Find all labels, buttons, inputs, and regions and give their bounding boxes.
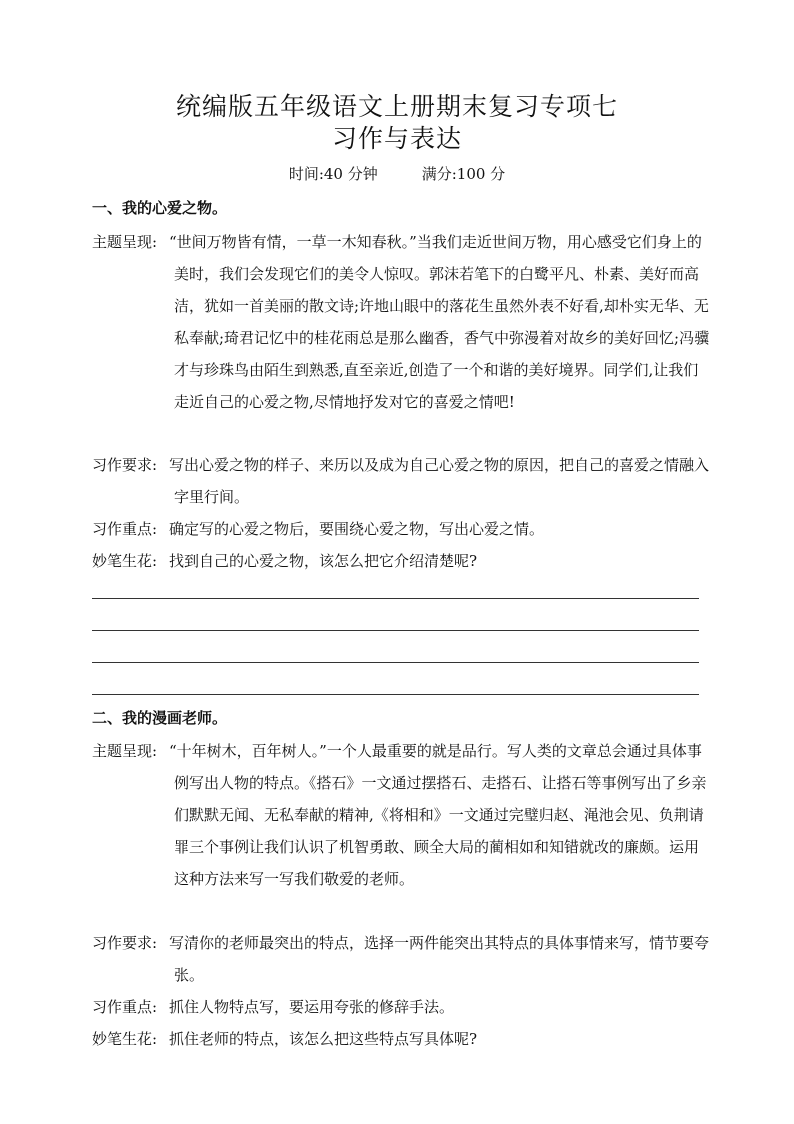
section-1-tip xyxy=(92,545,712,577)
focus-label: 习作重点: xyxy=(92,520,158,538)
time-limit: 时间:40 分钟 xyxy=(288,165,378,183)
document-title: 统编版五年级语文上册期末复习专项七 xyxy=(175,92,618,121)
section-1-focus xyxy=(92,513,712,545)
focus-label: 习作重点: xyxy=(92,998,158,1016)
exam-meta xyxy=(0,163,794,185)
requirement-text: 写出心爱之物的样子、来历以及成为自己心爱之物的原因，把自己的喜爱之情融入字里行间。 xyxy=(169,456,710,506)
full-score: 满分:100 分 xyxy=(421,165,506,183)
section-1-theme xyxy=(92,226,712,418)
tip-label: 妙笔生花: xyxy=(92,552,158,570)
requirement-text: 写清你的老师最突出的特点，选择一两件能突出其特点的具体事情来写，情节要夸张。 xyxy=(169,934,710,984)
requirement-label: 习作要求: xyxy=(92,934,158,952)
theme-label: 主题呈现: xyxy=(92,233,158,251)
focus-text: 确定写的心爱之物后，要围绕心爱之物，写出心爱之情。 xyxy=(169,520,545,538)
answer-line[interactable] xyxy=(92,630,699,631)
tip-label: 妙笔生花: xyxy=(92,1030,158,1048)
answer-line[interactable] xyxy=(92,694,699,695)
document-subtitle: 习作与表达 xyxy=(331,124,462,153)
section-1-requirement xyxy=(92,449,712,513)
focus-text: 抓住人物特点写，要运用夸张的修辞手法。 xyxy=(169,998,455,1016)
tip-text: 找到自己的心爱之物，该怎么把它介绍清楚呢? xyxy=(169,552,478,570)
section-2-focus xyxy=(92,991,712,1023)
section-1-heading: 一、我的心爱之物。 xyxy=(92,199,228,217)
answer-line[interactable] xyxy=(92,662,699,663)
theme-text: “世间万物皆有情，一草一木知春秋。”当我们走近世间万物，用心感受它们身上的美时，我们会发现它们的美令人惊叹。郭沫若笔下的白鹭平凡、朴素、美好而高洁，犹如一首美丽的散文诗;许地山眼中的落花生虽然外表不好看,却朴实无华、无私奉献;琦君记忆中的桂花雨总是那么幽香，香气中弥漫着对故乡的美好回忆;冯骥才与珍珠鸟由陌生到熟悉,直至亲近,创造了一个和谐的美好境界。同学们,让我们走近自己的心爱之物,尽情地抒发对它的喜爱之情吧! xyxy=(169,233,710,411)
theme-text: “十年树木，百年树人。”一个人最重要的就是品行。写人类的文章总会通过具体事例写出人物的特点。《搭石》一文通过摆搭石、走搭石、让搭石等事例写出了乡亲们默默无闻、无私奉献的精神,《将相和》一文通过完璧归赵、渑池会见、负荆请罪三个事例让我们认识了机智勇敢、顾全大局的蔺相如和知错就改的廉颇。运用这种方法来写一写我们敬爱的老师。 xyxy=(169,742,707,888)
theme-label: 主题呈现: xyxy=(92,742,158,760)
answer-line[interactable] xyxy=(92,598,699,599)
tip-text: 抓住老师的特点，该怎么把这些特点写具体呢? xyxy=(169,1030,478,1048)
section-2-tip xyxy=(92,1023,712,1055)
section-2-heading: 二、我的漫画老师。 xyxy=(92,709,228,727)
requirement-label: 习作要求: xyxy=(92,456,158,474)
section-2-theme xyxy=(92,735,712,895)
section-2-requirement xyxy=(92,927,712,991)
